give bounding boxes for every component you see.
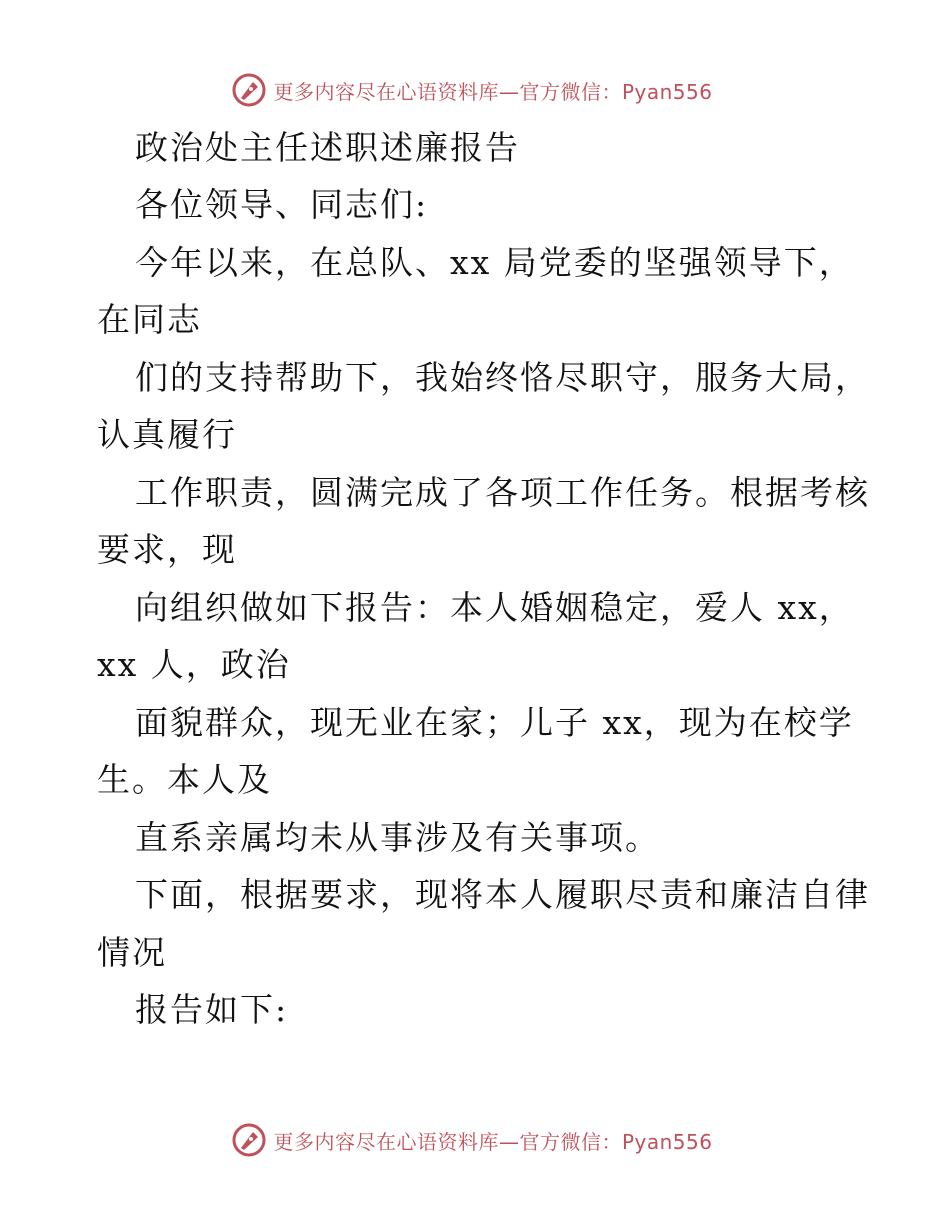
body-line: 报告如下: — [135, 990, 289, 1029]
pen-nib-logo-icon — [231, 72, 267, 108]
header-watermark — [0, 70, 950, 110]
body-line: 工作职责，圆满完成了各项工作任务。根据考核 — [135, 473, 870, 512]
body-line: 下面，根据要求，现将本人履职尽责和廉洁自律 — [135, 875, 870, 914]
body-line: 要求，现 — [97, 530, 237, 569]
footer-watermark — [0, 1120, 950, 1160]
body-line: 生。本人及 — [97, 760, 272, 799]
document-title: 政治处主任述职述廉报告 — [135, 128, 520, 167]
body-line: 们的支持帮助下，我始终恪尽职守，服务大局， — [135, 358, 870, 397]
body-line: 直系亲属均未从事涉及有关事项。 — [135, 818, 660, 857]
body-line: 在同志 — [97, 300, 202, 339]
watermark-group — [231, 72, 712, 108]
salutation: 各位领导、同志们: — [135, 185, 429, 224]
body-line: 认真履行 — [97, 415, 237, 454]
body-line: 情况 — [97, 933, 167, 972]
watermark-group — [231, 1122, 712, 1158]
body-line: 今年以来，在总队、xx 局党委的坚强领导下， — [135, 243, 854, 282]
body-line: xx 人，政治 — [97, 645, 291, 684]
watermark-text: 更多内容尽在心语资料库—官方微信：Pyan556 — [273, 79, 713, 104]
body-line: 面貌群众，现无业在家；儿子 xx，现为在校学 — [135, 703, 854, 742]
body-line: 向组织做如下报告：本人婚姻稳定，爱人 xx， — [135, 588, 854, 627]
watermark-text: 更多内容尽在心语资料库—官方微信：Pyan556 — [273, 1129, 713, 1154]
pen-nib-logo-icon — [231, 1122, 267, 1158]
